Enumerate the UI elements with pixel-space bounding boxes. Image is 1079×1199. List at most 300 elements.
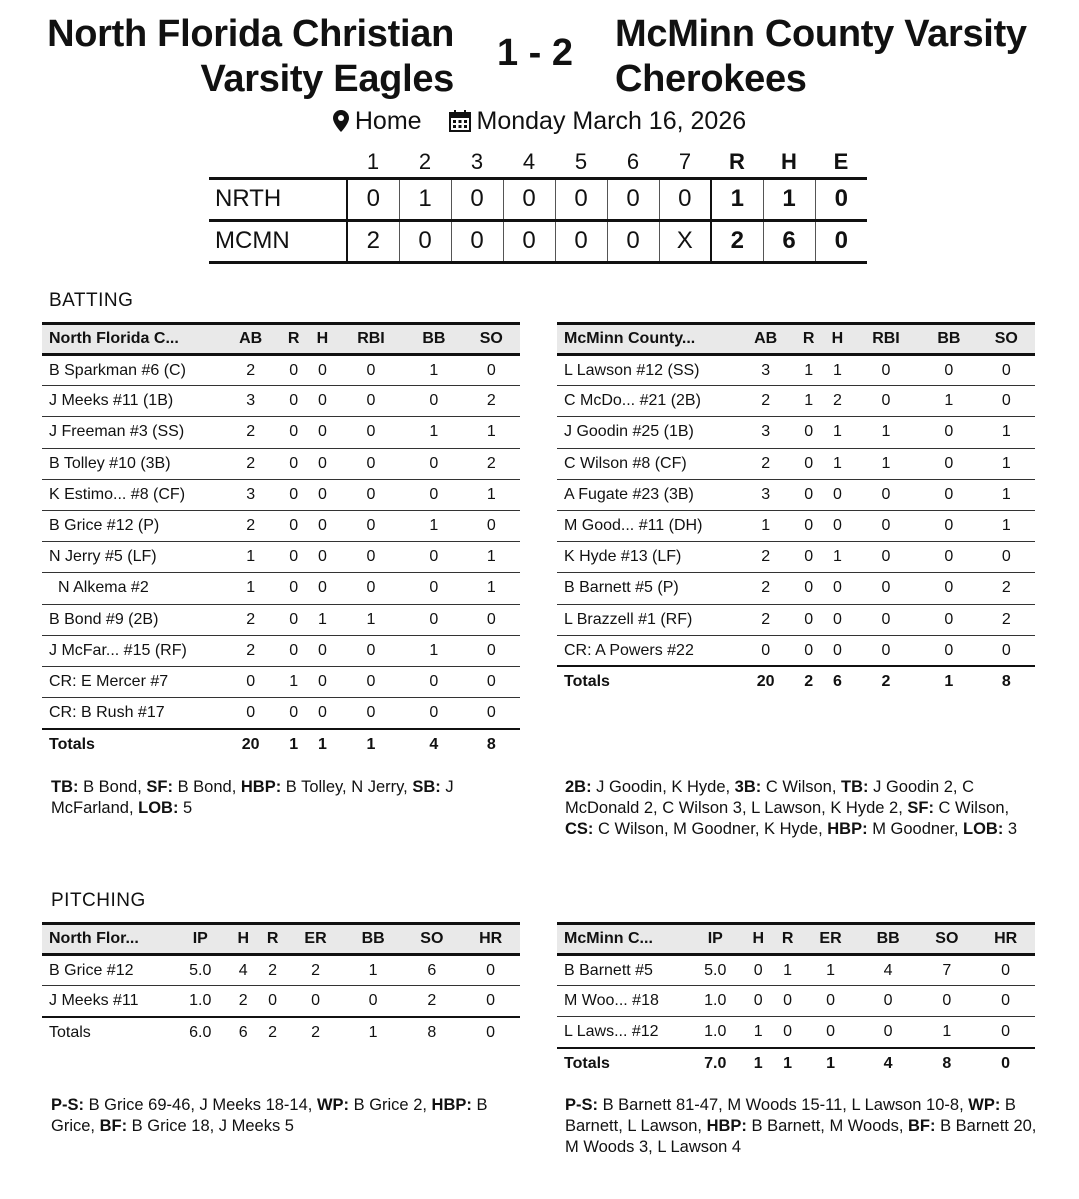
- column-header: R: [287, 330, 300, 347]
- stat-cell: 1: [823, 542, 852, 573]
- column-header: R: [266, 930, 279, 947]
- column-header: SO: [479, 330, 503, 347]
- stat-cell: 0: [852, 542, 920, 573]
- inning-score: 1: [399, 178, 451, 220]
- home-team-name: [615, 12, 1027, 102]
- stat-cell: 0: [258, 986, 287, 1017]
- column-header: IP: [707, 930, 723, 947]
- stat-cell: 0: [463, 604, 520, 635]
- stat-cell: 1: [773, 955, 802, 986]
- inning-header: 4: [522, 149, 536, 175]
- player-name: CR: A Powers #22: [557, 635, 737, 666]
- note-text: B Tolley, N Jerry,: [281, 778, 413, 796]
- player-name: K Hyde #13 (LF): [557, 542, 737, 573]
- away-team-name-line1: North Florida Christian: [47, 13, 454, 55]
- stat-cell: 0: [337, 635, 405, 666]
- stat-cell: 0: [308, 635, 337, 666]
- stat-cell: 0: [279, 386, 308, 417]
- pitching-section-title: PITCHING: [51, 890, 146, 911]
- stat-cell: 1: [405, 355, 462, 386]
- player-name: N Alkema #2: [42, 573, 222, 604]
- column-header: IP: [192, 930, 208, 947]
- column-header: ER: [819, 930, 842, 947]
- note-text: B Grice,: [51, 1096, 488, 1135]
- player-name: CR: E Mercer #7: [42, 666, 222, 697]
- stat-cell: 1: [405, 417, 462, 448]
- batting-table-away: [42, 322, 520, 760]
- stat-cell: 0: [405, 542, 462, 573]
- table-row: [42, 448, 520, 479]
- note-label: HBP:: [706, 1117, 747, 1135]
- stat-cell: 2: [222, 604, 279, 635]
- table-row: [42, 417, 520, 448]
- stat-cell: 0: [308, 355, 337, 386]
- game-location: [333, 107, 422, 136]
- stat-cell: 0: [794, 448, 823, 479]
- table-row: [42, 510, 520, 541]
- totals-cell: 4: [405, 729, 462, 760]
- stat-cell: 0: [308, 417, 337, 448]
- inning-score: 0: [607, 178, 659, 220]
- column-header: SO: [935, 930, 959, 947]
- stat-cell: 0: [337, 542, 405, 573]
- table-row: [557, 635, 1035, 666]
- column-header: BB: [361, 930, 385, 947]
- batting-header-row: [557, 324, 1035, 355]
- totals-label: Totals: [557, 1048, 687, 1079]
- errors-total: 0: [815, 178, 867, 220]
- stat-cell: 3: [222, 479, 279, 510]
- stat-cell: 0: [737, 635, 794, 666]
- player-name: B Grice #12: [42, 955, 172, 986]
- totals-cell: 6: [229, 1017, 258, 1048]
- inning-score: 0: [555, 220, 607, 262]
- player-name: B Sparkman #6 (C): [42, 355, 222, 386]
- note-label: CS:: [565, 820, 594, 838]
- stat-cell: 1: [405, 510, 462, 541]
- stat-cell: 0: [920, 510, 977, 541]
- stat-cell: 0: [337, 386, 405, 417]
- note-label: 3B:: [734, 778, 762, 796]
- stat-cell: 0: [978, 635, 1035, 666]
- linescore-row-away: [209, 178, 867, 220]
- totals-cell: 1: [337, 729, 405, 760]
- stat-cell: 2: [222, 355, 279, 386]
- note-label: P-S:: [51, 1096, 84, 1114]
- note-text: B Bond,: [172, 778, 241, 796]
- stat-cell: 0: [852, 635, 920, 666]
- player-name: C McDo... #21 (2B): [557, 386, 737, 417]
- stat-cell: 4: [229, 955, 258, 986]
- note-label: HBP:: [240, 778, 282, 796]
- stat-cell: 0: [463, 510, 520, 541]
- totals-cell: 1: [802, 1048, 858, 1079]
- stat-cell: 6: [402, 955, 461, 986]
- table-row: [557, 955, 1035, 986]
- hits-total: 6: [763, 220, 815, 262]
- player-name: M Woo... #18: [557, 986, 687, 1017]
- inning-score: 0: [503, 178, 555, 220]
- stat-cell: 0: [744, 986, 773, 1017]
- stat-cell: 0: [337, 417, 405, 448]
- batting-header-row: [42, 324, 520, 355]
- player-name: B Barnett #5 (P): [557, 573, 737, 604]
- totals-cell: 2: [287, 1017, 343, 1048]
- note-label: BF:: [908, 1117, 936, 1135]
- stat-cell: 1: [337, 604, 405, 635]
- column-header: AB: [239, 330, 263, 347]
- stat-cell: 1.0: [687, 986, 744, 1017]
- stat-cell: 0: [405, 479, 462, 510]
- stat-cell: 2: [222, 635, 279, 666]
- player-name: J Freeman #3 (SS): [42, 417, 222, 448]
- player-name: N Jerry #5 (LF): [42, 542, 222, 573]
- map-pin-icon: [333, 110, 349, 132]
- note-text: B Grice 69-46, J Meeks 18-14,: [84, 1096, 317, 1114]
- player-name: A Fugate #23 (3B): [557, 479, 737, 510]
- note-text: B Barnett, L Lawson,: [565, 1096, 1016, 1135]
- stat-cell: 0: [279, 604, 308, 635]
- inning-score: 0: [555, 178, 607, 220]
- game-date: [449, 107, 747, 136]
- stat-cell: 0: [823, 604, 852, 635]
- player-name: J Goodin #25 (1B): [557, 417, 737, 448]
- column-header: SO: [420, 930, 444, 947]
- stat-cell: 1: [794, 386, 823, 417]
- stat-cell: 0: [920, 355, 977, 386]
- stat-cell: 0: [794, 573, 823, 604]
- table-row: [42, 666, 520, 697]
- inning-score: 2: [347, 220, 399, 262]
- table-row: [42, 386, 520, 417]
- note-text: J Goodin, K Hyde,: [591, 778, 735, 796]
- stat-cell: 1.0: [687, 1017, 744, 1048]
- stat-cell: 0: [920, 604, 977, 635]
- stat-cell: 0: [794, 479, 823, 510]
- stat-cell: 0: [802, 986, 858, 1017]
- note-label: HBP:: [827, 820, 868, 838]
- table-row: [42, 635, 520, 666]
- stat-cell: 0: [308, 573, 337, 604]
- totals-cell: 2: [258, 1017, 287, 1048]
- stat-cell: 0: [337, 510, 405, 541]
- column-header: McMinn County...: [564, 330, 696, 347]
- stat-cell: 2: [737, 386, 794, 417]
- totals-label: Totals: [42, 729, 222, 760]
- stat-cell: 0: [279, 698, 308, 729]
- date-text: Monday March 16, 2026: [476, 106, 747, 135]
- note-label: WP:: [968, 1096, 1001, 1114]
- table-row: [42, 604, 520, 635]
- table-row: [557, 1017, 1035, 1048]
- stat-cell: 0: [279, 417, 308, 448]
- stat-cell: 0: [463, 666, 520, 697]
- away-team-name-line2: Varsity Eagles: [200, 58, 454, 100]
- player-name: L Lawson #12 (SS): [557, 355, 737, 386]
- note-text: C Wilson,: [761, 778, 842, 796]
- player-name: B Grice #12 (P): [42, 510, 222, 541]
- note-text: B Grice 18, J Meeks 5: [127, 1117, 294, 1135]
- batting-table-home: [557, 322, 1035, 698]
- inning-score: 0: [607, 220, 659, 262]
- stat-cell: 1: [737, 510, 794, 541]
- pitching-notes-home: [565, 1095, 1040, 1158]
- stat-cell: 1.0: [172, 986, 229, 1017]
- totals-cell: 8: [917, 1048, 976, 1079]
- stat-cell: 0: [859, 986, 918, 1017]
- calendar-icon: [449, 110, 471, 132]
- note-text: J Goodin 2, C McDonald 2, C Wilson 3, L Lawson, K Hyde 2,: [565, 778, 975, 817]
- column-header: HR: [994, 930, 1018, 947]
- stat-cell: 0: [976, 986, 1035, 1017]
- note-label: 2B:: [565, 778, 592, 796]
- stat-cell: 0: [794, 417, 823, 448]
- stat-cell: 2: [222, 448, 279, 479]
- stat-cell: 1: [463, 479, 520, 510]
- stat-cell: 0: [308, 666, 337, 697]
- stat-cell: 5.0: [687, 955, 744, 986]
- note-text: J McFarland,: [51, 778, 454, 817]
- totals-cell: 2: [852, 666, 920, 697]
- stat-cell: 1: [978, 510, 1035, 541]
- stat-cell: 7: [917, 955, 976, 986]
- stat-cell: 0: [920, 635, 977, 666]
- inning-score: 0: [503, 220, 555, 262]
- totals-cell: 1: [744, 1048, 773, 1079]
- stat-cell: 0: [823, 573, 852, 604]
- stat-cell: 1: [405, 635, 462, 666]
- runs-header: R: [729, 149, 745, 175]
- location-text: Home: [354, 106, 422, 135]
- column-header: BB: [876, 930, 900, 947]
- stat-cell: 2: [402, 986, 461, 1017]
- column-header: HR: [479, 930, 503, 947]
- inning-header: 1: [366, 149, 380, 175]
- stat-cell: 2: [737, 573, 794, 604]
- note-text: C Wilson,: [933, 799, 1010, 817]
- note-text: B Bond,: [78, 778, 147, 796]
- stat-cell: 0: [405, 604, 462, 635]
- stat-cell: 0: [308, 698, 337, 729]
- stat-cell: 0: [976, 1017, 1035, 1048]
- stat-cell: 0: [978, 386, 1035, 417]
- totals-cell: 8: [402, 1017, 461, 1048]
- stat-cell: 0: [463, 355, 520, 386]
- player-name: M Good... #11 (DH): [557, 510, 737, 541]
- totals-label: Totals: [557, 666, 737, 697]
- player-name: CR: B Rush #17: [42, 698, 222, 729]
- player-name: K Estimo... #8 (CF): [42, 479, 222, 510]
- stat-cell: 0: [344, 986, 403, 1017]
- stat-cell: 3: [737, 479, 794, 510]
- table-row: [557, 386, 1035, 417]
- totals-cell: 1: [920, 666, 977, 697]
- pitching-notes-away: [51, 1095, 521, 1137]
- stat-cell: 0: [222, 666, 279, 697]
- inning-header: 7: [678, 149, 692, 175]
- stat-cell: 0: [802, 1017, 858, 1048]
- stat-cell: 1: [463, 542, 520, 573]
- stat-cell: 0: [823, 510, 852, 541]
- linescore-team-header: [209, 148, 347, 178]
- column-header: H: [831, 330, 844, 347]
- stat-cell: 0: [308, 386, 337, 417]
- home-team-name-line2: Cherokees: [615, 58, 807, 100]
- stat-cell: 0: [337, 698, 405, 729]
- stat-cell: 1: [852, 417, 920, 448]
- table-row: [557, 604, 1035, 635]
- note-text: M Goodner,: [867, 820, 963, 838]
- stat-cell: 0: [917, 986, 976, 1017]
- stat-cell: 0: [279, 355, 308, 386]
- stat-cell: 0: [461, 955, 520, 986]
- stat-cell: 2: [463, 448, 520, 479]
- stat-cell: 0: [279, 573, 308, 604]
- table-row: [557, 479, 1035, 510]
- stat-cell: 2: [737, 542, 794, 573]
- stat-cell: 1: [823, 417, 852, 448]
- batting-section-title: BATTING: [49, 290, 134, 311]
- table-row: [557, 355, 1035, 386]
- table-row: [42, 355, 520, 386]
- note-label: SF:: [907, 799, 934, 817]
- note-label: LOB:: [963, 820, 1004, 838]
- note-text: 3: [1003, 820, 1018, 838]
- note-label: TB:: [51, 778, 79, 796]
- stat-cell: 0: [308, 448, 337, 479]
- totals-cell: 1: [308, 729, 337, 760]
- note-text: B Barnett 20, M Woods 3, L Lawson 4: [565, 1117, 1037, 1156]
- stat-cell: 0: [859, 1017, 918, 1048]
- table-row: [42, 573, 520, 604]
- table-row: [557, 510, 1035, 541]
- totals-cell: 0: [461, 1017, 520, 1048]
- stat-cell: 0: [308, 542, 337, 573]
- stat-cell: 1: [978, 417, 1035, 448]
- totals-row: [42, 729, 520, 760]
- stat-cell: 5.0: [172, 955, 229, 986]
- inning-score: 0: [399, 220, 451, 262]
- column-header: R: [781, 930, 794, 947]
- inning-header: 6: [626, 149, 640, 175]
- stat-cell: 0: [337, 355, 405, 386]
- stat-cell: 0: [852, 604, 920, 635]
- final-score: 1 - 2: [496, 32, 574, 74]
- note-label: BF:: [99, 1117, 128, 1135]
- inning-score: 0: [451, 220, 503, 262]
- linescore-header-row: [209, 148, 867, 178]
- column-header: ER: [304, 930, 327, 947]
- linescore-team: NRTH: [215, 185, 282, 212]
- note-label: SF:: [146, 778, 173, 796]
- player-name: L Brazzell #1 (RF): [557, 604, 737, 635]
- stat-cell: 0: [920, 448, 977, 479]
- stat-cell: 0: [852, 510, 920, 541]
- stat-cell: 1: [744, 1017, 773, 1048]
- stat-cell: 0: [978, 355, 1035, 386]
- stat-cell: 1: [920, 386, 977, 417]
- totals-cell: 1: [279, 729, 308, 760]
- stat-cell: 1: [852, 448, 920, 479]
- stat-cell: 1: [344, 955, 403, 986]
- inning-score: X: [659, 220, 711, 262]
- runs-total: 2: [711, 220, 763, 262]
- table-row: [42, 479, 520, 510]
- runs-total: 1: [711, 178, 763, 220]
- stat-cell: 1: [463, 417, 520, 448]
- stat-cell: 1: [222, 573, 279, 604]
- away-team-name: [47, 12, 454, 102]
- totals-row: [42, 1017, 520, 1048]
- note-label: LOB:: [138, 799, 179, 817]
- stat-cell: 1: [978, 479, 1035, 510]
- stat-cell: 0: [463, 698, 520, 729]
- inning-header: 5: [574, 149, 588, 175]
- totals-cell: 8: [978, 666, 1035, 697]
- stat-cell: 0: [852, 355, 920, 386]
- totals-cell: 8: [463, 729, 520, 760]
- column-header: BB: [422, 330, 446, 347]
- column-header: North Flor...: [49, 930, 139, 947]
- stat-cell: 0: [920, 542, 977, 573]
- stat-cell: 0: [920, 573, 977, 604]
- player-name: J Meeks #11: [42, 986, 172, 1017]
- column-header: H: [316, 330, 329, 347]
- stat-cell: 0: [794, 542, 823, 573]
- table-row: [42, 986, 520, 1017]
- note-label: SB:: [412, 778, 441, 796]
- linescore-table: [209, 148, 867, 264]
- stat-cell: 2: [978, 573, 1035, 604]
- stat-cell: 1: [823, 448, 852, 479]
- inning-header: 2: [418, 149, 432, 175]
- column-header: H: [237, 930, 249, 947]
- column-header: BB: [937, 330, 961, 347]
- totals-cell: 20: [222, 729, 279, 760]
- stat-cell: 2: [978, 604, 1035, 635]
- stat-cell: 0: [222, 698, 279, 729]
- stat-cell: 0: [337, 666, 405, 697]
- column-header: R: [802, 330, 815, 347]
- stat-cell: 0: [279, 510, 308, 541]
- column-header: North Florida C...: [49, 330, 179, 347]
- column-header: RBI: [357, 330, 385, 347]
- stat-cell: 0: [852, 386, 920, 417]
- stat-cell: 0: [279, 448, 308, 479]
- stat-cell: 3: [222, 386, 279, 417]
- batting-notes-away: [51, 777, 526, 819]
- totals-cell: 6.0: [172, 1017, 229, 1048]
- stat-cell: 0: [405, 448, 462, 479]
- note-text: B Grice 2,: [349, 1096, 432, 1114]
- table-row: [557, 986, 1035, 1017]
- player-name: J Meeks #11 (1B): [42, 386, 222, 417]
- player-name: B Bond #9 (2B): [42, 604, 222, 635]
- stat-cell: 2: [229, 986, 258, 1017]
- stat-cell: 0: [794, 510, 823, 541]
- batting-notes-home: [565, 777, 1040, 840]
- player-name: L Laws... #12: [557, 1017, 687, 1048]
- totals-cell: 2: [794, 666, 823, 697]
- stat-cell: 4: [859, 955, 918, 986]
- totals-label: Totals: [42, 1017, 172, 1048]
- stat-cell: 2: [287, 955, 343, 986]
- stat-cell: 0: [920, 417, 977, 448]
- stat-cell: 2: [258, 955, 287, 986]
- game-header: [0, 8, 1079, 108]
- stat-cell: 1: [222, 542, 279, 573]
- stat-cell: 0: [337, 448, 405, 479]
